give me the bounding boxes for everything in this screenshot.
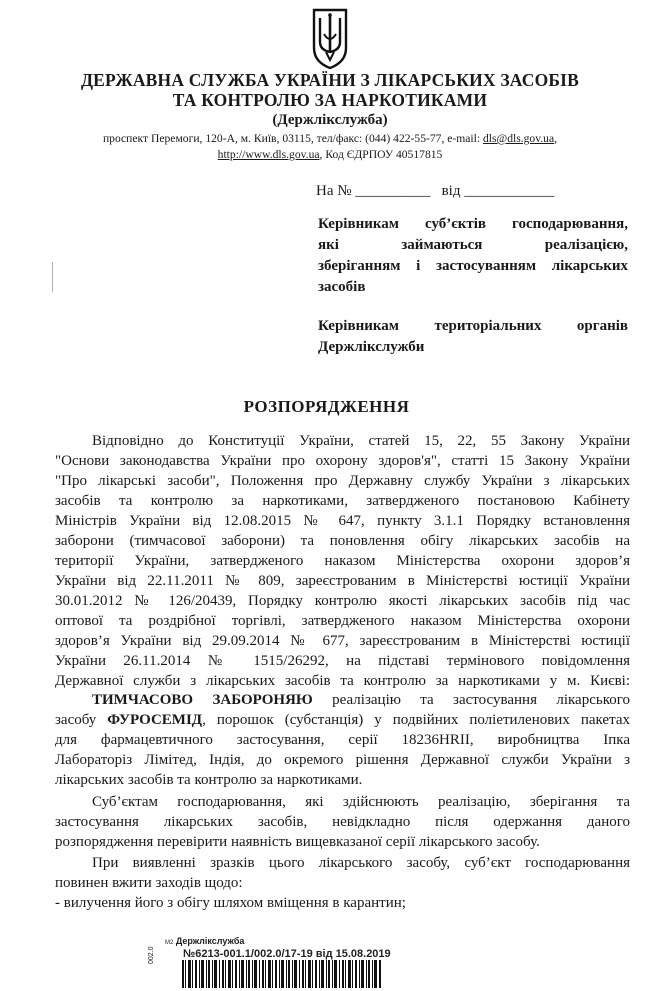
ban-line-2-start: засобу [55, 712, 108, 728]
coat-of-arms-emblem [311, 8, 349, 70]
org-short-name: (Держлікслужба) [272, 112, 388, 128]
ban-line: лікарських засобів та контролю за наркотиками. [55, 772, 363, 788]
stamp-org-line [165, 936, 244, 946]
ban-line: Лабораторіз Лімітед, Індія, до окремого рішення Державної служби України з [55, 752, 630, 768]
addressee-line: Керівникам територіальних органів [318, 318, 628, 334]
contacts-line-1 [60, 131, 600, 147]
ban-line-1-rest: реалізацію та застосування лікарського [312, 692, 631, 708]
stamp-prefix: М2 [165, 940, 174, 946]
registration-number-field [316, 183, 554, 200]
body-line: заборони (тимчасової заборони) та поновлення обігу лікарських засобів на [55, 533, 630, 549]
body-line: Відповідно до Конституції України, статей 15, 22, 55 Закону України [92, 433, 630, 449]
body-line: України 26.11.2014 № 1515/26292, на підставі термінового повідомлення [55, 653, 630, 669]
body-line: Державної служби з лікарських засобів та контролю за наркотиками у м. Києві: [55, 673, 630, 689]
detection-line: повинен вжити заходів щодо: [55, 875, 243, 891]
edrpou-code: , Код ЄДРПОУ 40517815 [319, 148, 443, 161]
addressee-line: зберіганням і застосуванням лікарських [318, 258, 628, 274]
ban-bold-phrase: ТИМЧАСОВО ЗАБОРОНЯЮ [92, 692, 313, 708]
ban-line [55, 710, 630, 730]
entities-line: розпорядження перевірити наявність вищевказаної серії лікарського засобу. [55, 834, 540, 850]
email-link[interactable]: dls@dls.gov.ua [483, 132, 555, 145]
body-line: оптової та роздрібної торгівлі, затвердженого наказом Міністерства охорони [55, 613, 630, 629]
document-barcode [182, 960, 382, 988]
body-line: "Про лікарські засоби", Положення про Державну службу України з лікарських [55, 473, 630, 489]
org-name-line-2: ТА КОНТРОЛЮ ЗА НАРКОТИКАМИ [172, 90, 488, 110]
date-blank: ____________ [464, 183, 555, 199]
body-line: засобів та контролю за наркотиками, затвердженого постановою Кабінету [55, 493, 630, 509]
stamp-org: Держлікслужба [175, 936, 245, 946]
addressee-line: Керівникам суб’єктів господарювання, [318, 216, 628, 232]
detection-line: - вилучення його з обігу шляхом вміщення в карантин; [55, 895, 406, 911]
contacts-separator: , [554, 132, 558, 145]
date-label: від [441, 183, 461, 199]
document-title: РОЗПОРЯДЖЕННЯ [243, 397, 410, 416]
entities-line: застосування лікарських засобів, невідкладно після одержання даного [55, 814, 630, 830]
body-line: "Основи законодавства України про охорону здоров'я", статті 15 Закону України [55, 453, 630, 469]
ban-line [92, 690, 630, 710]
addressee-block-1 [318, 214, 628, 298]
number-label: На № [316, 183, 352, 199]
entities-line: Суб’єктам господарювання, які здійснюють реалізацію, зберігання та [92, 794, 630, 810]
body-line: здоров’я України від 29.09.2014 № 677, зареєстрованим в Міністерстві юстиції [55, 633, 630, 649]
body-line: 30.01.2012 № 126/20439, Порядку контролю якості лікарських засобів під час [55, 593, 630, 609]
stamp-doc-number: №6213-001.1/002.0/17-19 від 15.08.2019 [183, 948, 391, 960]
contacts-address-phone: проспект Перемоги, 120-А, м. Київ, 03115, тел/факс: (044) 422-55-77, e-mail: [102, 132, 483, 145]
drug-name: ФУРОСЕМІД [107, 712, 203, 728]
addressee-block-2 [318, 316, 628, 358]
number-blank: __________ [355, 183, 431, 199]
ban-line: для фармацевтичного застосування, серії 18236HRII, виробництва Іпка [55, 732, 630, 748]
addressee-line: засобів [318, 279, 366, 295]
stamp-side-code: 002.0 [148, 946, 155, 964]
body-line: території України, затвердженого наказом Міністерства охорони здоров’я [55, 553, 630, 569]
ban-line-2-rest: , порошок (субстанція) у подвійних поліетиленових пакетах [202, 712, 630, 728]
addressee-line: які займаються реалізацією, [318, 237, 628, 253]
scan-artifact [52, 262, 53, 292]
detection-line: При виявленні зразків цього лікарського засобу, суб’єкт господарювання [92, 855, 630, 871]
contacts-line-2 [60, 147, 600, 163]
body-line: Міністрів України від 12.08.2015 № 647, пункту 3.1.1 Порядку встановлення [55, 513, 630, 529]
body-line: України від 22.11.2011 № 809, зареєстрованим в Міністерстві юстиції України [55, 573, 630, 589]
addressee-line: Держлікслужби [318, 339, 425, 355]
website-link[interactable]: http://www.dls.gov.ua [217, 148, 320, 161]
org-name-line-1: ДЕРЖАВНА СЛУЖБА УКРАЇНИ З ЛІКАРСЬКИХ ЗАСОБІВ [80, 70, 580, 90]
